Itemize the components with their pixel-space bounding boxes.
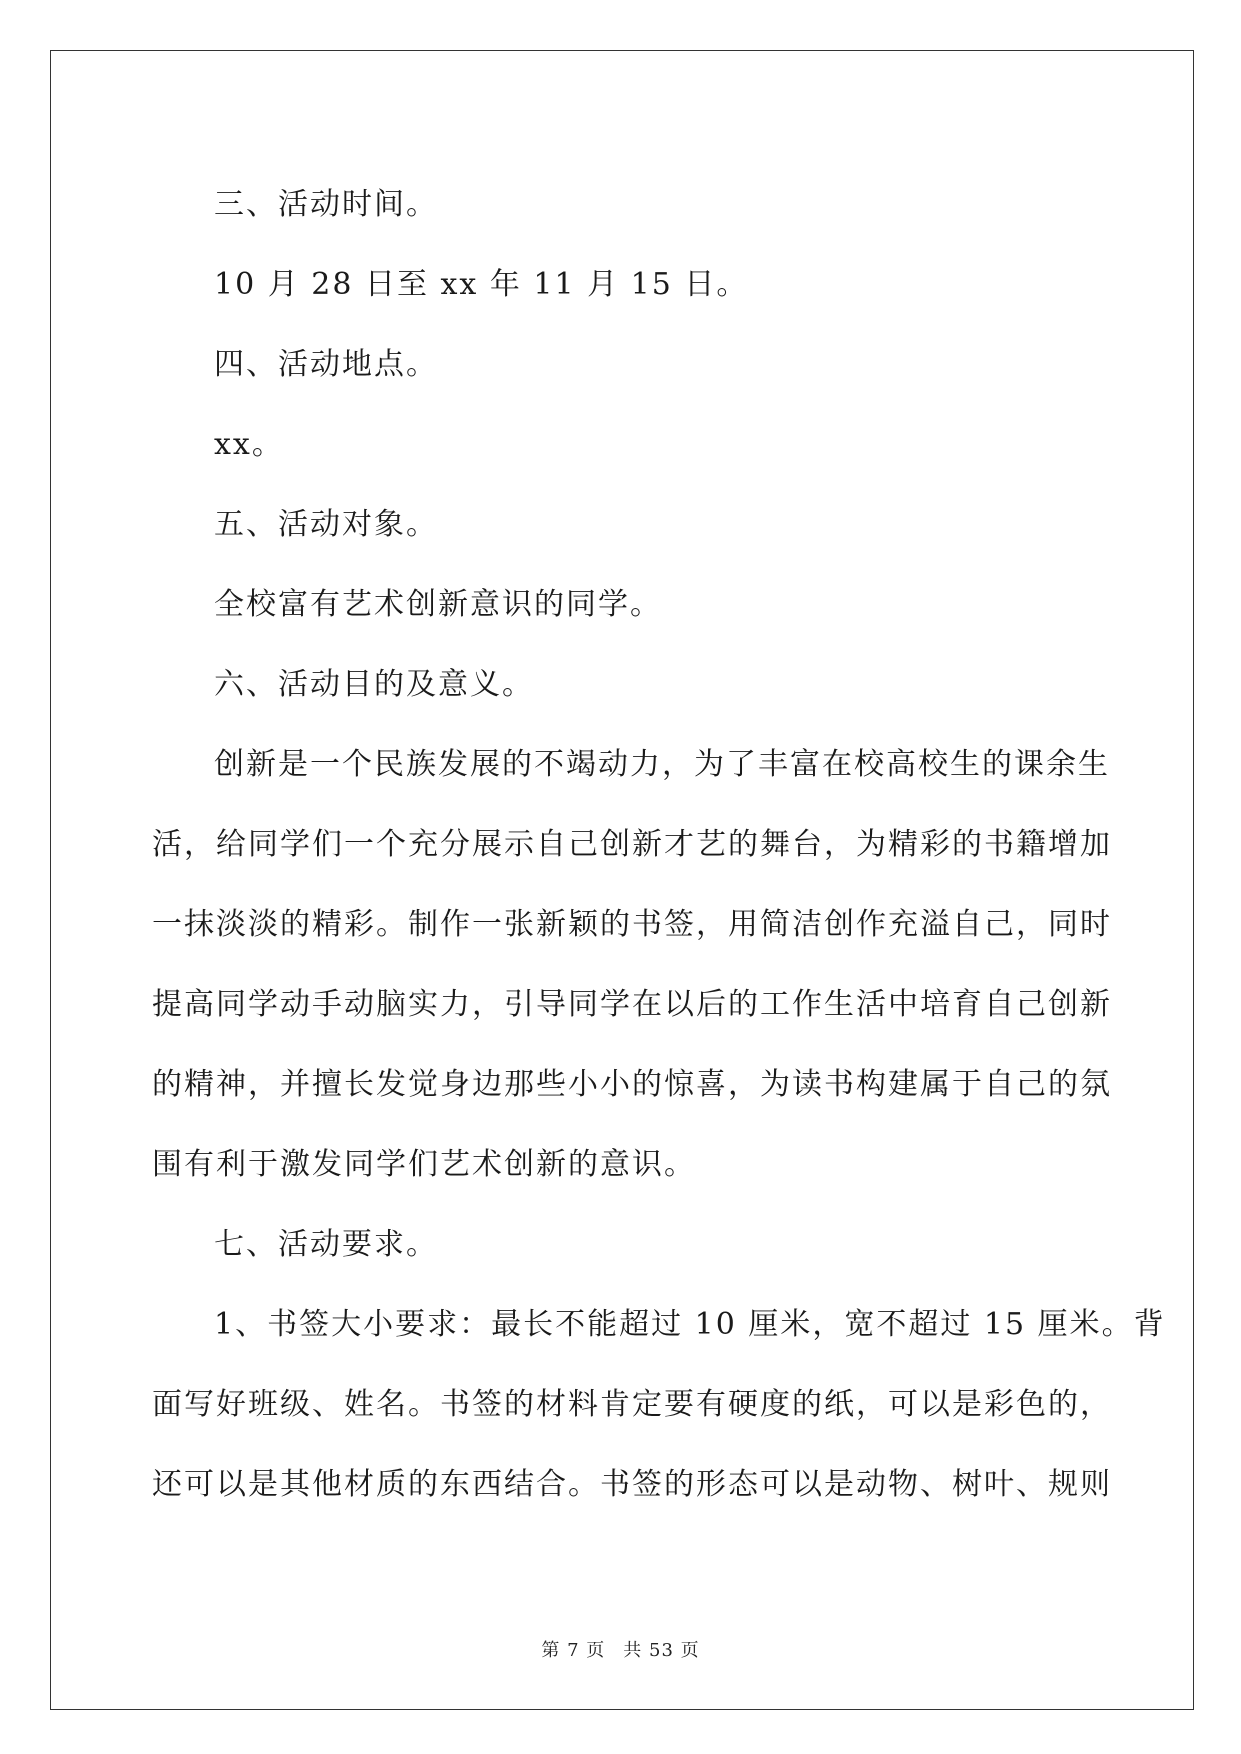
section-heading-location: 四、活动地点。 xyxy=(214,347,438,382)
section-heading-purpose: 六、活动目的及意义。 xyxy=(214,667,534,702)
paragraph-location: xx。 xyxy=(214,427,284,462)
paragraph-line: 创新是一个民族发展的不竭动力，为了丰富在校高校生的课余生 xyxy=(214,747,1110,782)
paragraph-line: 还可以是其他材质的东西结合。书签的形态可以是动物、树叶、规则 xyxy=(152,1467,1112,1502)
paragraph-line: 提高同学动手动脑实力，引导同学在以后的工作生活中培育自己创新 xyxy=(152,987,1112,1022)
paragraph-line: 的精神，并擅长发觉身边那些小小的惊喜，为读书构建属于自己的氛 xyxy=(152,1067,1112,1102)
paragraph-line: 一抹淡淡的精彩。制作一张新颖的书签，用简洁创作充溢自己，同时 xyxy=(152,907,1112,942)
paragraph-time: 10 月 28 日至 xx 年 11 月 15 日。 xyxy=(214,267,749,302)
section-heading-audience: 五、活动对象。 xyxy=(214,507,438,542)
page-number: 第 7 页 xyxy=(541,1640,606,1661)
paragraph-line: 围有利于激发同学们艺术创新的意识。 xyxy=(152,1147,696,1182)
page-footer xyxy=(0,1636,1241,1662)
section-heading-time: 三、活动时间。 xyxy=(214,187,438,222)
paragraph-line: 1、书签大小要求：最长不能超过 10 厘米，宽不超过 15 厘米。背 xyxy=(214,1307,1166,1342)
document-body xyxy=(152,165,1166,1525)
paragraph-line: 面写好班级、姓名。书签的材料肯定要有硬度的纸，可以是彩色的， xyxy=(152,1387,1112,1422)
section-heading-requirements: 七、活动要求。 xyxy=(214,1227,438,1262)
paragraph-line: 活，给同学们一个充分展示自己创新才艺的舞台，为精彩的书籍增加 xyxy=(152,827,1112,862)
page-total: 共 53 页 xyxy=(623,1640,700,1661)
paragraph-audience: 全校富有艺术创新意识的同学。 xyxy=(214,587,662,622)
